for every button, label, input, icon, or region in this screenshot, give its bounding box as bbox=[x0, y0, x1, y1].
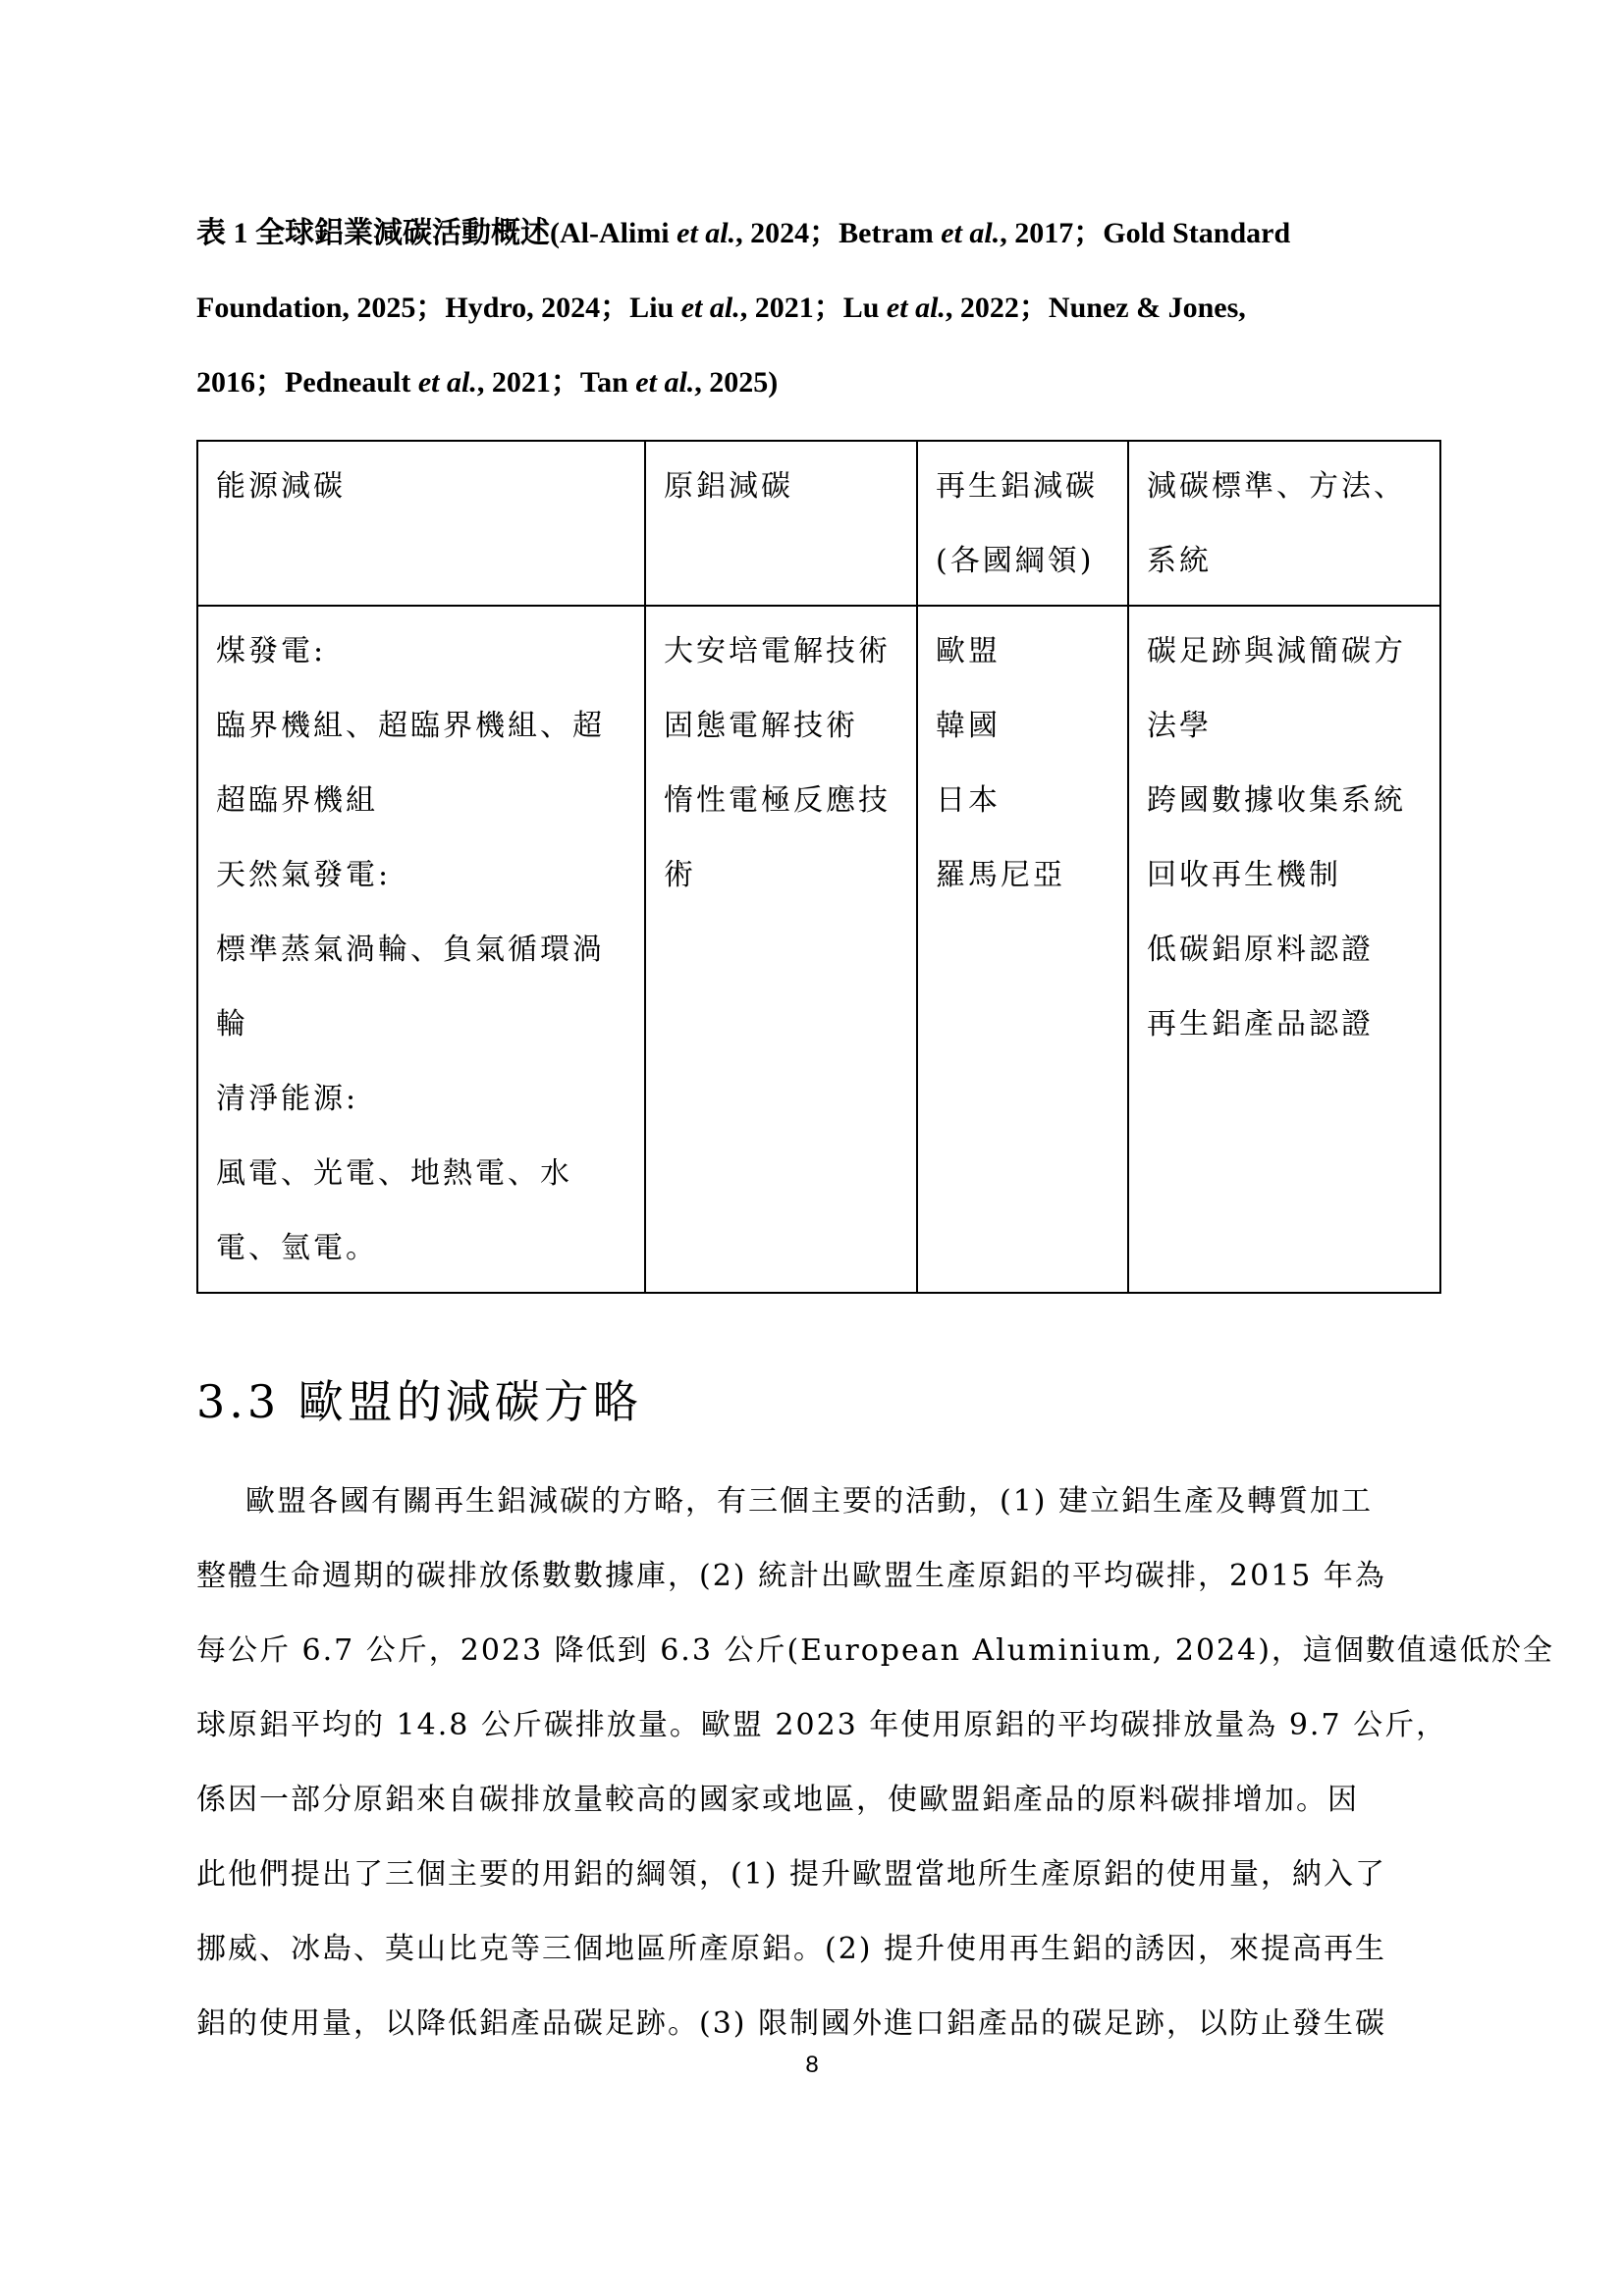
caption-text: , 2021；Lu bbox=[739, 292, 887, 324]
cell-line: 清淨能源: bbox=[216, 1082, 359, 1116]
page-number: 8 bbox=[805, 2052, 819, 2078]
cell-line: 風電、光電、地熱電、水 bbox=[216, 1156, 572, 1191]
cell-line: 跨國數據收集系統 bbox=[1147, 783, 1406, 818]
cell-line: 碳足跡與減簡碳方 bbox=[1147, 634, 1406, 668]
cell-line: 韓國 bbox=[936, 709, 1001, 743]
cell-line: 標準蒸氣渦輪、負氣循環渦 bbox=[216, 933, 605, 967]
caption-text: 表 1 全球鋁業減碳活動概述(Al-Alimi bbox=[196, 217, 677, 249]
paragraph-line: 鋁的使用量，以降低鋁產品碳足跡。(3) 限制國外進口鋁產品的碳足跡，以防止發生碳 bbox=[196, 2006, 1387, 2041]
cell-recycled-aluminum bbox=[917, 606, 1128, 1293]
paragraph-line: 係因一部分原鋁來自碳排放量較高的國家或地區，使歐盟鋁產品的原料碳排增加。因 bbox=[196, 1783, 1359, 1817]
carbon-reduction-table bbox=[196, 440, 1441, 1294]
paragraph-line: 此他們提出了三個主要的用鋁的綱領，(1) 提升歐盟當地所生產原鋁的使用量，納入了 bbox=[196, 1857, 1387, 1892]
header-standards bbox=[1128, 441, 1440, 606]
caption-et-al: et al. bbox=[941, 217, 1001, 249]
caption-text: Foundation, 2025；Hydro, 2024；Liu bbox=[196, 292, 681, 324]
caption-text: , 2017；Gold Standard bbox=[1000, 217, 1291, 249]
cell-line: 歐盟 bbox=[936, 634, 1001, 668]
header-primary-aluminum bbox=[645, 441, 917, 606]
header-recycled-aluminum bbox=[917, 441, 1128, 606]
cell-line: 輪 bbox=[216, 1007, 248, 1041]
cell-line: 再生鋁產品認證 bbox=[1147, 1007, 1374, 1041]
cell-line: 術 bbox=[664, 858, 696, 892]
cell-line: 法學 bbox=[1147, 709, 1212, 743]
cell-standards bbox=[1128, 606, 1440, 1293]
paragraph-line: 每公斤 6.7 公斤，2023 降低到 6.3 公斤(European Aluminium, 2024)，這個數值遠低於全 bbox=[196, 1633, 1554, 1668]
cell-line: 能源減碳 bbox=[216, 469, 346, 504]
table-caption bbox=[196, 196, 1443, 420]
cell-primary-aluminum bbox=[645, 606, 917, 1293]
caption-et-al: et al. bbox=[635, 366, 695, 399]
cell-line: 日本 bbox=[936, 783, 1001, 818]
cell-line: 羅馬尼亞 bbox=[936, 858, 1065, 892]
section-heading: 3.3 歐盟的減碳方略 bbox=[196, 1375, 642, 1428]
caption-text: 2016；Pedneault bbox=[196, 366, 418, 399]
paragraph-line: 挪威、冰島、莫山比克等三個地區所產原鋁。(2) 提升使用再生鋁的誘因，來提高再生 bbox=[196, 1932, 1387, 1966]
cell-line: 回收再生機制 bbox=[1147, 858, 1341, 892]
caption-et-al: et al. bbox=[680, 292, 740, 324]
caption-line bbox=[196, 196, 1443, 271]
caption-text: , 2024；Betram bbox=[735, 217, 942, 249]
caption-line bbox=[196, 271, 1443, 346]
caption-text: , 2022；Nunez & Jones, bbox=[945, 292, 1246, 324]
caption-text: , 2021；Tan bbox=[476, 366, 636, 399]
caption-line bbox=[196, 346, 1443, 420]
cell-line: 固態電解技術 bbox=[664, 709, 858, 743]
caption-et-al: et al. bbox=[417, 366, 477, 399]
paragraph-line: 球原鋁平均的 14.8 公斤碳排放量。歐盟 2023 年使用原鋁的平均碳排放量為 9.7 公斤， bbox=[196, 1708, 1448, 1742]
cell-energy bbox=[197, 606, 645, 1293]
cell-line: 大安培電解技術 bbox=[664, 634, 891, 668]
paragraph-line: 整體生命週期的碳排放係數數據庫，(2) 統計出歐盟生產原鋁的平均碳排，2015 年為 bbox=[196, 1559, 1386, 1593]
cell-line: 惰性電極反應技 bbox=[664, 783, 891, 818]
cell-line: 低碳鋁原料認證 bbox=[1147, 933, 1374, 967]
table-header-row bbox=[197, 441, 1440, 606]
cell-line: 煤發電: bbox=[216, 634, 327, 668]
cell-line: 系統 bbox=[1147, 544, 1212, 578]
body-paragraph bbox=[196, 1465, 1554, 2061]
cell-line: (各國綱領) bbox=[936, 544, 1095, 578]
caption-et-al: et al. bbox=[677, 217, 736, 249]
cell-line: 再生鋁減碳 bbox=[936, 469, 1098, 504]
caption-text: , 2025) bbox=[694, 366, 779, 399]
cell-line: 原鋁減碳 bbox=[664, 469, 793, 504]
cell-line: 天然氣發電: bbox=[216, 858, 392, 892]
cell-line: 電、氫電。 bbox=[216, 1231, 378, 1265]
caption-et-al: et al. bbox=[886, 292, 946, 324]
header-energy bbox=[197, 441, 645, 606]
paragraph-line: 歐盟各國有關再生鋁減碳的方略，有三個主要的活動，(1) 建立鋁生產及轉質加工 bbox=[245, 1484, 1374, 1519]
cell-line: 超臨界機組 bbox=[216, 783, 378, 818]
cell-line: 減碳標準、方法、 bbox=[1147, 469, 1406, 504]
cell-line: 臨界機組、超臨界機組、超 bbox=[216, 709, 605, 743]
table-row bbox=[197, 606, 1440, 1293]
